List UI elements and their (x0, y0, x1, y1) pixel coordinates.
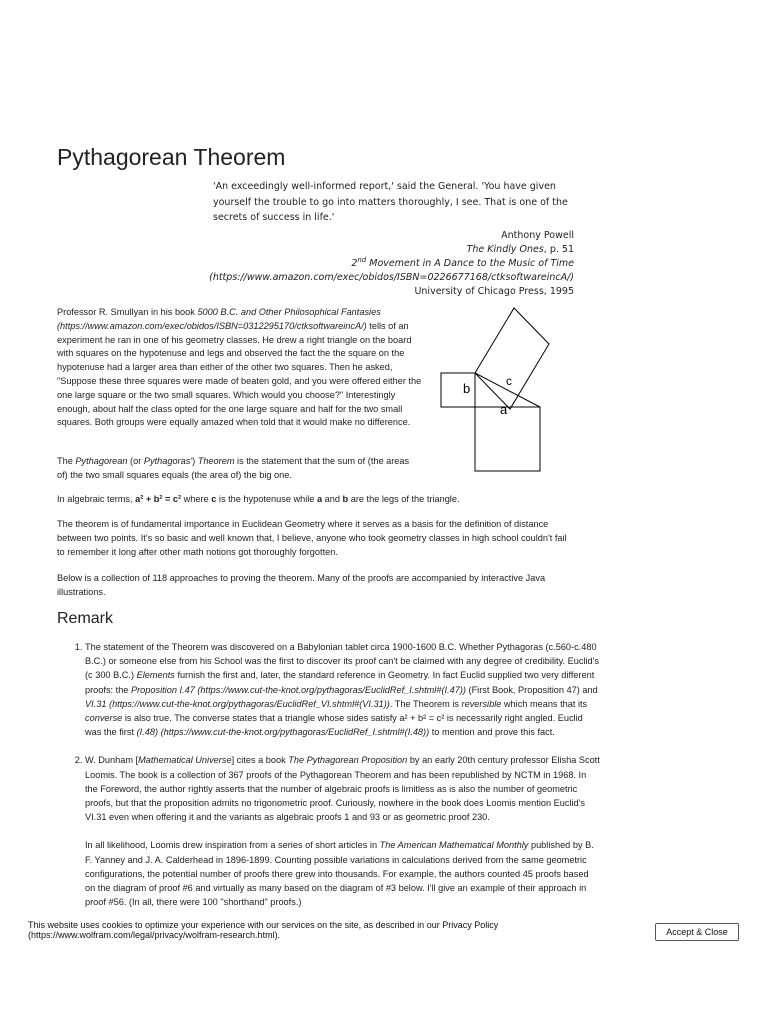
pythagoras-figure (436, 305, 554, 473)
intro-paragraph-4: The theorem is of fundamental importance in Euclidean Geometry where it serves as a basis for the definition of distance between two points. It's so basic and well known that, I believe, anyone who took geometry classes in high school couldn't fail to remember it long after other math notions got thoroughly forgotten. (57, 519, 567, 557)
remark-heading: Remark (57, 610, 114, 627)
hypotenuse-square (475, 308, 549, 409)
epigraph-author: Anthony Powell (501, 230, 574, 241)
cookie-text[interactable]: This website uses cookies to optimize your experience with our services on the site, as described in our Privacy Policy (https://www.wolfram.com/legal/privacy/wolfram-research.html). (28, 920, 499, 940)
epigraph-page: , p. 51 (543, 244, 574, 255)
text-span: which means that its (501, 698, 588, 709)
text-italic: Theorem (197, 456, 235, 466)
large-square-a (475, 407, 540, 471)
text-span: Professor R. Smullyan in his book (57, 307, 198, 317)
text-italic: The Pythagorean Proposition (288, 755, 408, 766)
variable-c: c (211, 494, 217, 504)
text-span: to mention and prove this fact. (429, 727, 555, 738)
text-span: ) (192, 456, 198, 466)
accept-close-button[interactable]: Accept & Close (655, 923, 739, 941)
epigraph-movement (209, 257, 574, 271)
remark-2-paragraph-1 (85, 753, 600, 824)
label-a: a (500, 402, 508, 417)
proposition-vi31-link[interactable]: VI.31 (https://www.cut-the-knot.org/pythagoras/EuclidRef_VI.shtml#(VI.31)) (85, 698, 390, 709)
epigraph-quote: 'An exceedingly well-informed report,' said the General. 'You have given yourself the trouble to go into matters thoroughly, I see. That is one of the secrets of success in life.' (213, 181, 568, 223)
proposition-i47-link[interactable]: Proposition I.47 (https://www.cut-the-knot.org/pythagoras/EuclidRef_I.shtml#(I.47)) (130, 684, 466, 695)
text-span: (or (127, 456, 144, 466)
text-span: published by B. F. Yanney and J. A. Calderhead in 1896-1899. Counting possible variations in calculations derived from the same geometric configurations, the potential number of proofs there grew into thousands. For example, the authors counted 45 proofs based on the diagram of proof #6 and virtually as many based on the diagram of #3 below. I'll give an example of their approach in proof #56. (In all, there were 100 "shorthand" proofs.) (85, 840, 594, 908)
text-italic: Mathematical Universe (138, 755, 232, 766)
movement-number: 2 (351, 258, 358, 269)
text-span: In algebraic terms, (57, 494, 136, 504)
text-span: The statement of the Theorem was discovered on a Babylonian tablet circa 1900-1600 B.C. Whether Pythagoras (c.560-c.480 B.C.) or someone else from his School was the first to discover its proof can't be claimed with any degree of credibility. Euclid's (c 300 B.C.) (85, 642, 599, 681)
text-span: are the legs of the triangle. (348, 494, 460, 504)
text-span: W. Dunham [ (85, 755, 139, 766)
movement-suffix: nd (357, 255, 367, 264)
variable-b: b (342, 494, 349, 504)
remark-item-2 (85, 753, 600, 909)
remark-list (57, 640, 600, 923)
formula: a² + b² = c² (135, 494, 182, 504)
epigraph-publisher: University of Chicago Press, 1995 (414, 286, 574, 297)
text-italic: Pythagoras' (143, 456, 193, 466)
text-span: ] cites a book (231, 755, 289, 766)
intro-paragraph-2 (57, 455, 417, 483)
intro-paragraph-5: Below is a collection of 118 approaches to proving the theorem. Many of the proofs are accompanied by interactive Java illustrations. (57, 573, 546, 597)
intro-paragraph-3 (57, 493, 572, 507)
text-span: and (322, 494, 343, 504)
elements-title: Elements (136, 670, 175, 681)
label-b: b (463, 381, 471, 396)
text-span: (First Book, Proposition 47) and (465, 684, 598, 695)
label-c: c (506, 374, 512, 388)
epigraph (213, 179, 578, 226)
text-italic: reversible (461, 698, 502, 709)
variable-a: a (316, 494, 323, 504)
text-span: tells of an experiment he ran in one of his geometry classes. He drew a right triangle on the board with squares on the hypotenuse and legs and observed the fact the the square on the hypotenuse had a larger area than either of the other two squares. Then he asked, "Suppose these three squares were made of beaten gold, and you were offered either the one large square or the two small squares. Which would you choose?" Interestingly enough, about half the class opted for the one large square and half for the two small squares. Both groups were equally amazed when told that it would make no difference. (57, 320, 422, 428)
text-span: furnish the first and, later, the standard reference in Geometry. In fact Euclid supplied two very different proofs: the (85, 670, 595, 695)
epigraph-book[interactable]: The Kindly Ones (466, 244, 544, 255)
text-span: In all likelihood, Loomis drew inspiration from a series of short articles in (85, 840, 380, 851)
intro-paragraph-1 (57, 306, 429, 430)
smullyan-book-link[interactable]: 5000 B.C. and Other Philosophical Fantasies (197, 307, 381, 317)
text-span: is the hypotenuse while (216, 494, 317, 504)
epigraph-attribution (209, 229, 574, 299)
proposition-i48-link[interactable]: (I.48) (https://www.cut-the-knot.org/pythagoras/EuclidRef_I.shtml#(I.48)) (136, 727, 430, 738)
epigraph-link[interactable]: (https://www.amazon.com/exec/obidos/ISBN=0226677168/ctksoftwareincA/) (209, 272, 574, 283)
text-span: . The Theorem is (389, 698, 462, 709)
text-span: is also true. The converse states that a triangle whose sides satisfy a² + b² = c² is necessarily right angled. Euclid was the first (85, 713, 583, 738)
cookie-banner (0, 915, 768, 949)
remark-2-paragraph-2 (85, 838, 600, 909)
text-italic: The American Mathematical Monthly (379, 840, 529, 851)
epigraph-book-line (209, 243, 574, 257)
text-span: where (181, 494, 212, 504)
text-span: is the statement that the sum of (the areas of) the two small squares equals (the area of) the big one. (57, 456, 410, 480)
text-italic: Pythagorean (75, 456, 128, 466)
smullyan-book-url[interactable]: (https://www.amazon.com/exec/obidos/ISBN=0312295170/ctksoftwareincA/) (57, 320, 367, 331)
text-span: The (57, 456, 76, 466)
remark-item-1 (85, 640, 600, 739)
page-title: Pythagorean Theorem (57, 144, 286, 170)
movement-title: Movement in A Dance to the Music of Time (366, 258, 574, 269)
text-span: by an early 20th century professor Elisha Scott Loomis. The book is a collection of 367 proofs of the Pythagorean Theorem and has been republished by NCTM in 1968. In the Foreword, the author rightly asserts that the number of algebraic proofs is limitless as is also the number of geometric proofs, but that the proposition admits no trigonometric proof. Curiously, nowhere in the book does Loomis mention Euclid's VI.31 even when offering it and the variants as algebraic proofs 1 and 93 or as geometric proof 230. (85, 755, 600, 823)
text-italic: converse (85, 713, 123, 724)
